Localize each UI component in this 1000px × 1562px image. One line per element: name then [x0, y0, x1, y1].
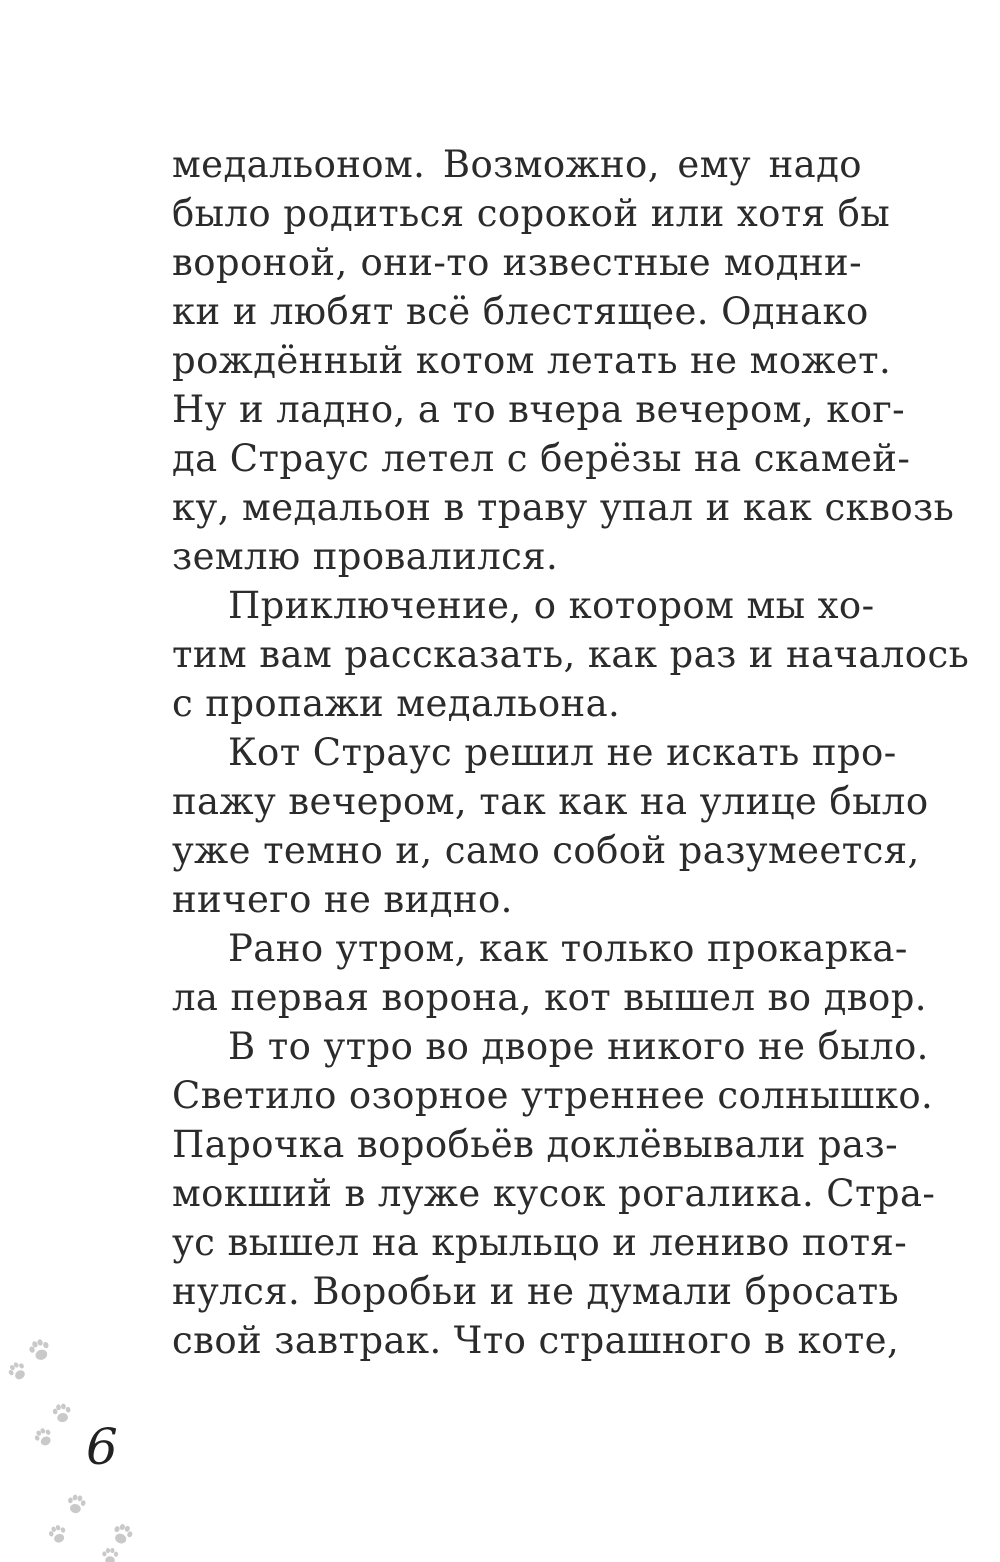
text-line: ус вышел на крыльцо и лениво потя-	[172, 1221, 908, 1264]
text-line: Парочка воробьёв доклёвывали раз-	[172, 1123, 898, 1166]
page-number: 6	[86, 1418, 118, 1476]
text-line: да Страус летел с берёзы на скамей-	[172, 437, 911, 480]
paw-print	[47, 1523, 69, 1545]
text-line: Рано утром, как только прокарка-	[228, 927, 908, 970]
text-line: уже темно и, само собой разумеется,	[172, 829, 920, 872]
text-line: ки и любят всё блестящее. Однако	[172, 290, 869, 333]
text-line: ку, медальон в траву упал и как сквозь	[172, 486, 955, 529]
paw-prints-icon	[0, 1325, 170, 1562]
text-line: ничего не видно.	[172, 878, 513, 921]
paw-print	[111, 1522, 135, 1546]
text-line: Ну и ладно, а то вчера вечером, ког-	[172, 388, 906, 431]
text-line: ла первая ворона, кот вышел во двор.	[172, 976, 927, 1019]
text-line: землю провалился.	[172, 535, 559, 578]
text-line: было родиться сорокой или хотя бы	[172, 192, 891, 235]
text-line: рождённый котом летать не может.	[172, 339, 892, 382]
paw-print	[102, 1548, 118, 1562]
text-line: свой завтрак. Что страшного в коте,	[172, 1319, 900, 1362]
text-line: пажу вечером, так как на улице было	[172, 780, 929, 823]
paw-print	[27, 1337, 52, 1363]
text-line: нулся. Воробьи и не думали бросать	[172, 1270, 900, 1313]
paw-print	[52, 1402, 73, 1423]
text-line: мокший в луже кусок рогалика. Стра-	[172, 1172, 936, 1215]
paw-print	[66, 1494, 87, 1515]
text-line: Кот Страус решил не искать про-	[228, 731, 897, 774]
text-line: тим вам рассказать, как раз и началось	[172, 633, 970, 676]
body-text	[172, 140, 970, 1365]
text-line: с пропажи медальона.	[172, 682, 621, 725]
text-line: Светило озорное утреннее солнышко.	[172, 1074, 934, 1117]
paw-print	[6, 1359, 30, 1383]
paw-print	[32, 1425, 55, 1448]
text-line: В то утро во дворе никого не было.	[228, 1025, 929, 1068]
text-line: вороной, они-то известные модни-	[172, 241, 862, 284]
text-line: Приключение, о котором мы хо-	[228, 584, 875, 627]
text-line: медальоном. Возможно, ему надо	[172, 143, 862, 186]
